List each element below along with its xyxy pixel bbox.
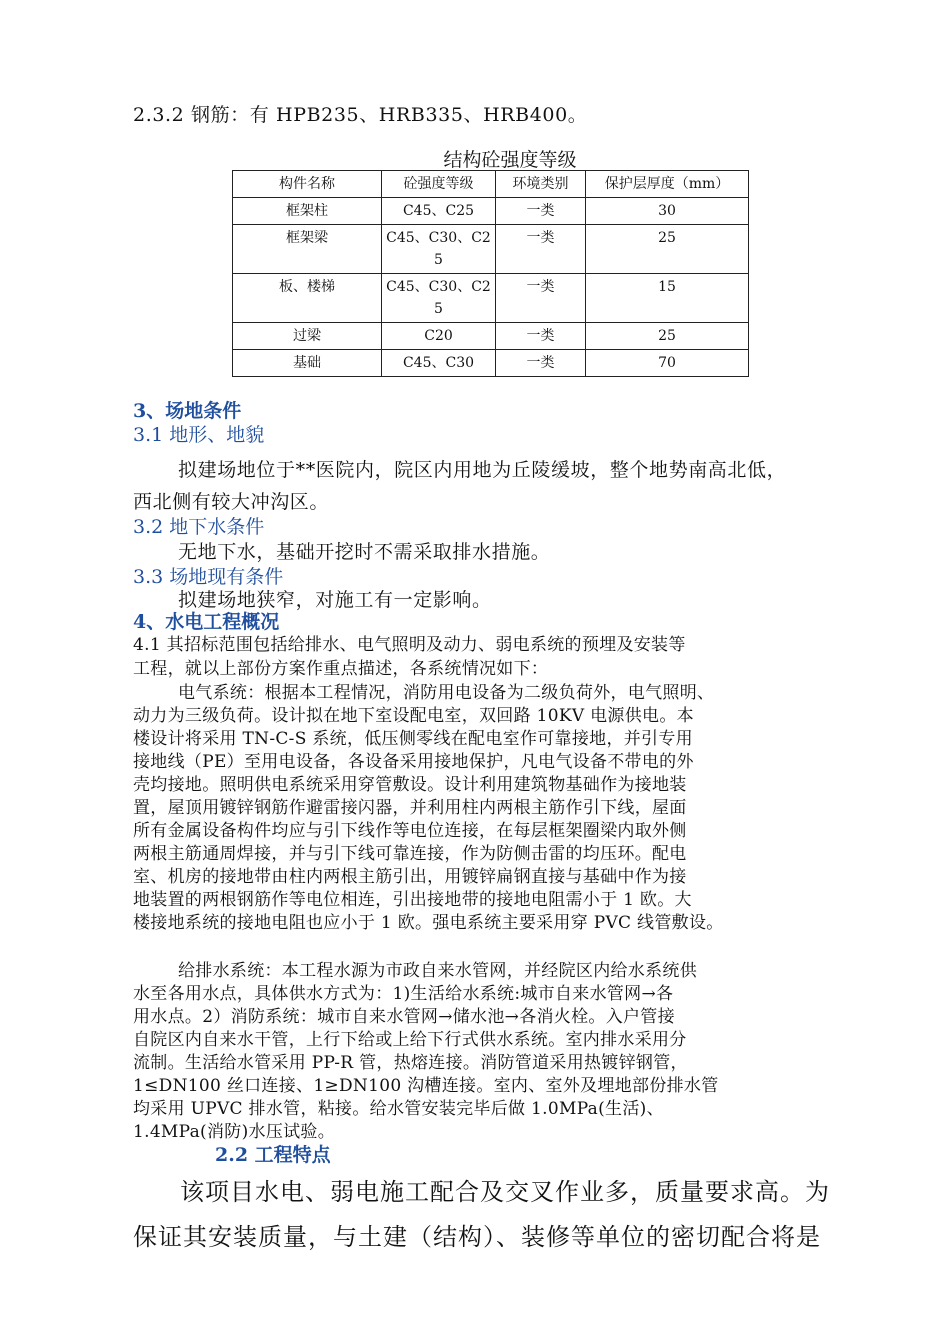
table-row [233,274,749,323]
paragraph-line: 两根主筋通周焊接，并与引下线可靠连接，作为防侧击雷的均压环。配电 [133,844,687,864]
table-cell: C20 [382,323,496,350]
paragraph-line: 壳均接地。照明供电系统采用穿管敷设。设计利用建筑物基础作为接地装 [133,775,687,795]
table-cell: 一类 [496,274,586,323]
table-cell: 一类 [496,350,586,377]
table-cell: 30 [586,198,749,225]
table-cell: 25 [586,323,749,350]
paragraph-line: 地装置的两根钢筋作等电位相连，引出接地带的接地电阻需小于 1 欧。大 [133,890,692,910]
paragraph-line: 电气系统：根据本工程情况，消防用电设备为二级负荷外，电气照明、 [178,683,715,703]
paragraph-line: 4.1 其招标范围包括给排水、电气照明及动力、弱电系统的预埋及安装等 [133,635,686,655]
paragraph-line: 1.4MPa(消防)水压试验。 [133,1122,336,1142]
paragraph-line: 拟建场地位于**医院内，院区内用地为丘陵缓坡，整个地势南高北低， [178,459,787,481]
section-3-2-heading: 3.2 地下水条件 [133,516,265,538]
table-row [233,225,749,274]
paragraph-line: 拟建场地狭窄，对施工有一定影响。 [178,589,492,611]
paragraph-line: 自院区内自来水干管，上行下给或上给下行式供水系统。室内排水采用分 [133,1030,687,1050]
table-cell: 25 [586,225,749,274]
paragraph-line: 置，屋顶用镀锌钢筋作避雷接闪器，并利用柱内两根主筋作引下线，屋面 [133,798,687,818]
paragraph-line: 所有金属设备构件均应与引下线作等电位连接，在每层框架圈梁内取外侧 [133,821,687,841]
table-cell: 一类 [496,198,586,225]
section-4-heading: 4、水电工程概况 [133,611,280,633]
section-3-3-heading: 3.3 场地现有条件 [133,566,284,588]
table-cell: C45、C30 [382,350,496,377]
table-cell: 框架梁 [233,225,382,274]
table-row [233,350,749,377]
paragraph-line: 动力为三级负荷。设计拟在地下室设配电室，双回路 10KV 电源供电。本 [133,706,694,726]
table-header-cell: 环境类别 [496,171,586,198]
paragraph-line: 保证其安装质量，与土建（结构）、装修等单位的密切配合将是 [133,1223,821,1251]
table-row [233,323,749,350]
table-cell: 板、楼梯 [233,274,382,323]
paragraph-line: 室、机房的接地带由柱内两根主筋引出，用镀锌扁钢直接与基础中作为接 [133,867,687,887]
paragraph-line: 水至各用水点，具体供水方式为：1)生活给水系统:城市自来水管网→各 [133,984,674,1004]
section-3-1-heading: 3.1 地形、地貌 [133,424,265,446]
paragraph-line: 1≤DN100 丝口连接、1≥DN100 沟槽连接。室内、室外及埋地部份排水管 [133,1076,719,1096]
section-2-2-heading: 2.2 工程特点 [215,1144,331,1166]
rebar-line: 2.3.2 钢筋：有 HPB235、HRB335、HRB400。 [133,104,588,126]
table-cell: C45、C25 [382,198,496,225]
paragraph-line: 给排水系统：本工程水源为市政自来水管网，并经院区内给水系统供 [178,961,697,981]
paragraph-line: 楼设计将采用 TN-C-S 系统，低压侧零线在配电室作可靠接地，并引专用 [133,729,693,749]
paragraph-line: 均采用 UPVC 排水管，粘接。给水管安装完毕后做 1.0MPa(生活)、 [133,1099,664,1119]
table-caption: 结构砼强度等级 [443,149,577,171]
table-cell: 一类 [496,225,586,274]
table-cell: C45、C30、C25 [382,225,496,274]
section-3-heading: 3、场地条件 [133,400,242,422]
paragraph-line: 工程，就以上部份方案作重点描述，各系统情况如下： [133,659,549,679]
table-cell: 过梁 [233,323,382,350]
table-cell: 70 [586,350,749,377]
paragraph-line: 流制。生活给水管采用 PP-R 管，热熔连接。消防管道采用热镀锌钢管， [133,1053,688,1073]
table-header-cell: 砼强度等级 [382,171,496,198]
paragraph-line: 接地线（PE）至用电设备，各设备采用接地保护，凡电气设备不带电的外 [133,752,694,772]
table-cell: 一类 [496,323,586,350]
table-header-row [233,171,749,198]
paragraph-line: 楼接地系统的接地电阻也应小于 1 欧。强电系统主要采用穿 PVC 线管敷设。 [133,913,724,933]
table-row [233,198,749,225]
table-cell: 15 [586,274,749,323]
concrete-grade-table [232,170,749,377]
paragraph-line: 西北侧有较大冲沟区。 [133,491,330,513]
paragraph-line: 无地下水，基础开挖时不需采取排水措施。 [178,541,551,563]
table-cell: 基础 [233,350,382,377]
paragraph-line: 该项目水电、弱电施工配合及交叉作业多，质量要求高。为 [180,1178,830,1206]
paragraph-line: 用水点。2）消防系统：城市自来水管网→储水池→各消火栓。入户管接 [133,1007,675,1027]
table-cell: C45、C30、C25 [382,274,496,323]
table-header-cell: 构件名称 [233,171,382,198]
table-cell: 框架柱 [233,198,382,225]
table-header-cell: 保护层厚度（mm） [586,171,749,198]
